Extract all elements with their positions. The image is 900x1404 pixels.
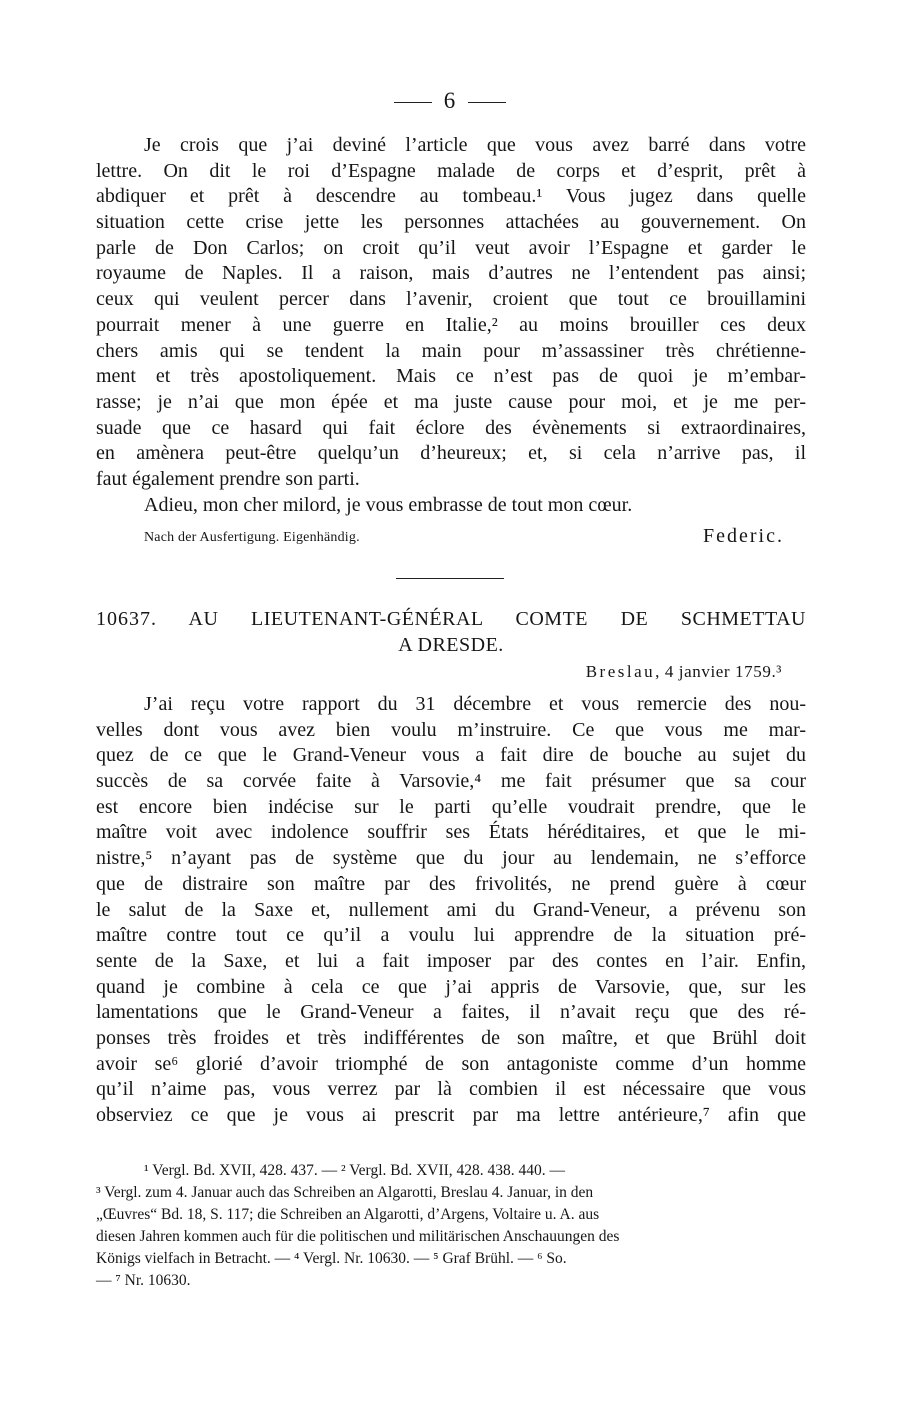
- text-line: avoir se⁶ glorié d’avoir triomphé de son antagoniste comme d’un homme: [96, 1052, 806, 1075]
- source-row: [144, 522, 784, 548]
- text-line: abdiquer et prêt à descendre au tombeau.¹ Vous jugez dans quelle: [96, 185, 806, 208]
- previous-letter-ending: [96, 133, 806, 518]
- text-line: faut également prendre son parti.: [96, 467, 360, 490]
- letter-body: [96, 692, 806, 1129]
- text-line: rasse; je n’ai que mon épée et ma juste cause pour moi, et je me per-: [96, 390, 806, 413]
- dateline-date: , 4 janvier 1759.³: [655, 662, 782, 681]
- text-line: chers amis qui se tendent la main pour m’assassiner très chrétienne-: [96, 339, 806, 362]
- footnote-line: ¹ Vergl. Bd. XVII, 428. 437. — ² Vergl. Bd. XVII, 428. 438. 440. —: [144, 1162, 566, 1179]
- text-line: observiez ce que je vous ai prescrit par ma lettre antérieure,⁷ afin que: [96, 1104, 806, 1126]
- text-line: le salut de la Saxe et, nullement ami du Grand-Veneur, a prévenu son: [96, 898, 806, 921]
- text-line: sente de la Saxe, et lui a fait imposer par des contes en l’air. Enfin,: [96, 949, 806, 972]
- text-line: situation cette crise jette les personnes attachées au gouvernement. On: [96, 211, 806, 234]
- footnote-line: — ⁷ Nr. 10630.: [96, 1272, 191, 1289]
- section-divider: [396, 578, 504, 579]
- text-line: maître voit avec indolence souffrir ses États héréditaires, et que le mi-: [96, 821, 806, 844]
- text-line: en amènera peut-être quelqu’un d’heureux; et, si cela n’arrive pas, il: [96, 442, 806, 465]
- footnote-line: „Œuvres“ Bd. 18, S. 117; die Schreiben an Algarotti, d’Argens, Voltaire u. A. aus: [96, 1206, 600, 1223]
- text-line: lamentations que le Grand-Veneur a faites, il n’avait reçu que des ré-: [96, 1001, 806, 1024]
- text-line: ponses très froides et très indifférentes de son maître, et que Brühl doit: [96, 1026, 806, 1049]
- text-line: velles dont vous avez bien voulu m’instruire. Ce que vous me mar-: [96, 718, 806, 741]
- footnotes: [96, 1160, 806, 1292]
- source-note: Nach der Ausfertigung. Eigenhändig.: [144, 530, 360, 545]
- page-number-header: [0, 86, 900, 116]
- text-line: suade que ce hasard qui fait éclore des évènements si extraordinaires,: [96, 416, 806, 439]
- dateline-place: Breslau: [585, 662, 656, 681]
- header-dash-left: [394, 102, 432, 103]
- text-line: royaume de Naples. Il a raison, mais d’autres ne l’entendent pas ainsi;: [96, 262, 806, 285]
- footnote-line: diesen Jahren kommen auch für die politischen und militärischen Anschauungen des: [96, 1228, 620, 1245]
- signature: Federic.: [703, 525, 784, 547]
- text-line: Je crois que j’ai deviné l’article que vous avez barré dans votre: [144, 134, 806, 156]
- text-line: est encore bien indécise sur le parti qu’elle voudrait prendre, que le: [96, 795, 806, 818]
- footnote-line: ³ Vergl. zum 4. Januar auch das Schreiben an Algarotti, Breslau 4. Januar, in den: [96, 1184, 594, 1201]
- header-dash-right: [468, 102, 506, 103]
- letter-number: 10637.: [96, 608, 157, 630]
- text-line: que de distraire son maître par des frivolités, ne prend guère à cœur: [96, 872, 806, 895]
- letter-title-line-2: A DRESDE.: [398, 634, 504, 656]
- text-line: qu’il n’aime pas, vous verrez par là combien il est nécessaire que vous: [96, 1078, 806, 1101]
- text-line: lettre. On dit le roi d’Espagne malade de corps et d’esprit, prêt à: [96, 159, 806, 182]
- closing-line: Adieu, mon cher milord, je vous embrasse de tout mon cœur.: [144, 493, 633, 516]
- heading-line-1: [96, 606, 806, 632]
- text-line: ment et très apostoliquement. Mais ce n’est pas de quoi je m’embar-: [96, 365, 806, 388]
- letter-heading: [96, 606, 806, 658]
- footnote-line: Königs vielfach in Betracht. — ⁴ Vergl. Nr. 10630. — ⁵ Graf Brühl. — ⁶ So.: [96, 1250, 567, 1267]
- text-line: pourrait mener à une guerre en Italie,² au moins brouiller ces deux: [96, 313, 806, 336]
- page-number: 6: [443, 88, 457, 113]
- text-line: ceux qui veulent percer dans l’avenir, croient que tout ce brouillamini: [96, 288, 806, 311]
- text-line: quez de ce que le Grand-Veneur vous a fait dire de bouche au sujet du: [96, 744, 806, 767]
- text-line: quand je combine à cela ce que j’ai appris de Varsovie, que, sur les: [96, 975, 806, 998]
- text-line: nistre,⁵ n’ayant pas de système que du jour au lendemain, ne s’efforce: [96, 847, 806, 870]
- dateline: [586, 662, 782, 682]
- text-line: maître contre tout ce qu’il a voulu lui apprendre de la situation pré-: [96, 924, 806, 947]
- text-line: parle de Don Carlos; on croit qu’il veut avoir l’Espagne et garder le: [96, 236, 806, 259]
- text-line: J’ai reçu votre rapport du 31 décembre et vous remercie des nou-: [144, 693, 806, 715]
- text-line: succès de sa corvée faite à Varsovie,⁴ me fait présumer que sa cour: [96, 770, 806, 793]
- letter-title: AU LIEUTENANT-GÉNÉRAL COMTE DE SCHMETTAU: [188, 608, 806, 630]
